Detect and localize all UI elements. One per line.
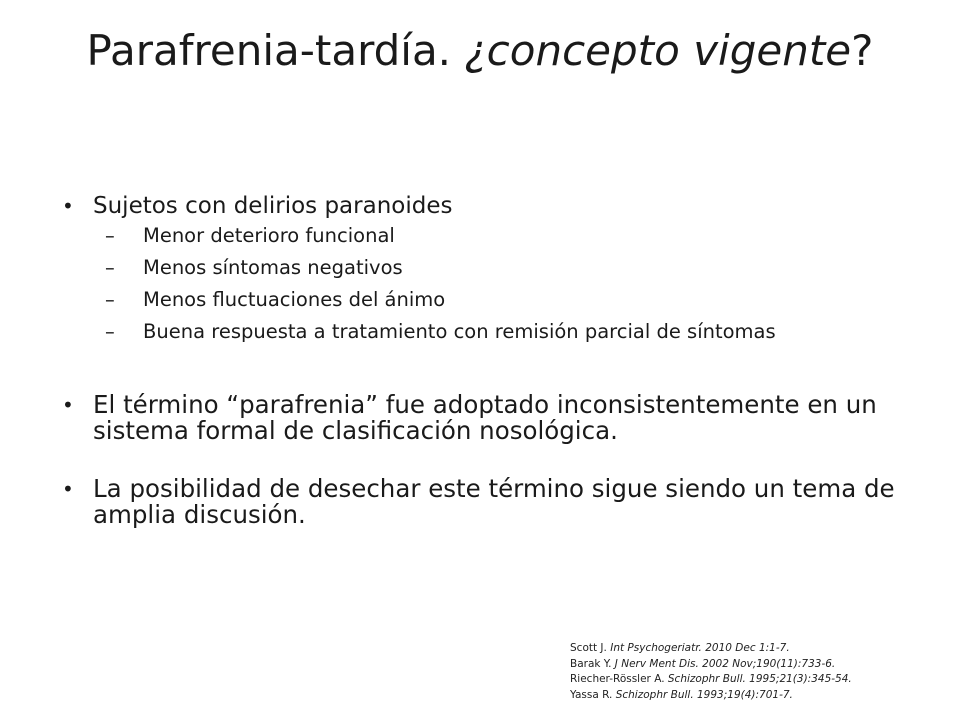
bullet-text: La posibilidad de desechar este término sigue siendo un tema de amplia discusión. xyxy=(93,474,895,529)
slide-title xyxy=(0,22,960,80)
reference-line: Yassa R. Schizophr Bull. 1993;19(4):701-7. xyxy=(570,688,793,701)
references xyxy=(570,641,852,703)
title-question-mark: ? xyxy=(851,26,874,75)
reference-line: Barak Y. J Nerv Ment Dis. 2002 Nov;190(11):733-6. xyxy=(570,657,836,670)
sub-bullet-list xyxy=(93,225,922,342)
bullet-item xyxy=(62,392,922,444)
reference-line: Riecher-Rössler A. Schizophr Bull. 1995;21(3):345-54. xyxy=(570,673,852,685)
sub-bullet-item: – Menos fluctuaciones del ánimo xyxy=(95,289,922,310)
bullet-text: El término “parafrenia” fue adoptado inconsistentemente en un sistema formal de clasificación nosológica. xyxy=(93,390,877,445)
title-main: Parafrenia-tardía. xyxy=(86,26,465,75)
bullet-item xyxy=(62,194,922,342)
sub-bullet-item: – Menor deterioro funcional xyxy=(95,225,922,246)
bullet-list xyxy=(62,194,922,528)
bullet-item xyxy=(62,476,922,528)
reference-line: Scott J. Int Psychogeriatr. 2010 Dec 1:1-7. xyxy=(570,642,790,654)
sub-bullet-item: – Buena respuesta a tratamiento con remisión parcial de síntomas xyxy=(95,321,922,342)
sub-bullet-item: – Menos síntomas negativos xyxy=(95,257,922,278)
title-question: ¿concepto vigente xyxy=(464,26,852,75)
bullet-text: Sujetos con delirios paranoides xyxy=(93,193,453,219)
